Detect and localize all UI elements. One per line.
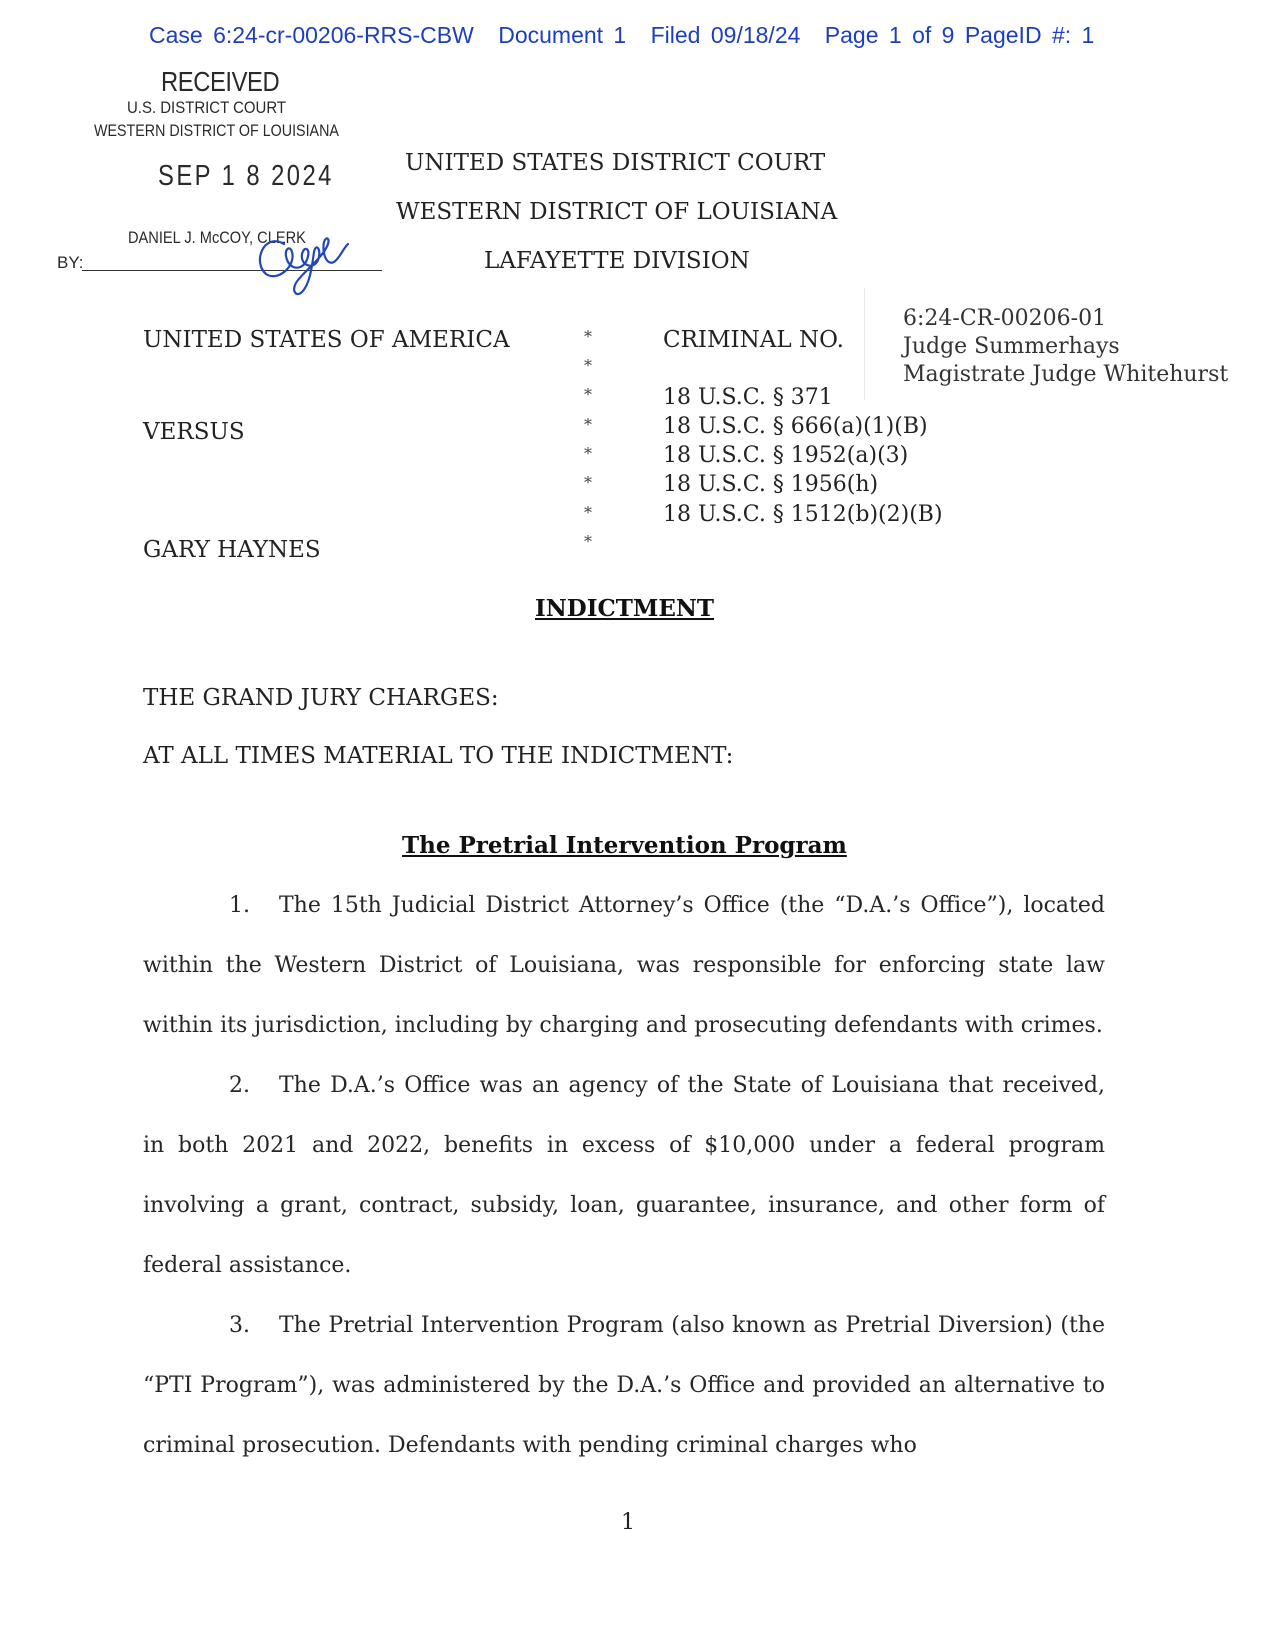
received-stamp-clerk: DANIEL J. McCOY, CLERK — [128, 228, 306, 247]
court-division: LAFAYETTE DIVISION — [484, 248, 750, 274]
filing-header — [149, 22, 1108, 49]
caption-separator: * — [584, 473, 592, 492]
received-stamp-court: U.S. DISTRICT COURT — [127, 98, 287, 117]
plaintiff-name: UNITED STATES OF AMERICA — [143, 327, 510, 353]
paragraph-text: The 15th Judicial District Attorney’s Office (the “D.A.’s Office”), located within the Western District of Louisiana, was responsible for enforcing state law within its jurisdiction, including by charging and prosecuting defendants with crimes. — [143, 893, 1105, 1038]
caption-separator: * — [584, 385, 592, 404]
filed-date: Filed 09/18/24 — [650, 22, 801, 48]
caption-separator: * — [584, 532, 592, 551]
received-stamp-by: BY: — [57, 253, 84, 272]
paragraph-number: 1. — [229, 893, 250, 918]
criminal-no-label: CRIMINAL NO. — [663, 327, 844, 353]
statute-citation: 18 U.S.C. § 666(a)(1)(B) — [663, 414, 928, 439]
paragraph-number: 2. — [229, 1073, 250, 1098]
paragraph-number: 3. — [229, 1313, 250, 1338]
caption-separator: * — [584, 444, 592, 463]
paragraph — [143, 1056, 1105, 1296]
assigned-magistrate: Magistrate Judge Whitehurst — [903, 362, 1229, 387]
received-stamp-date: SEP 1 8 2024 — [158, 160, 334, 192]
paragraph — [143, 1296, 1105, 1476]
statute-citation: 18 U.S.C. § 1956(h) — [663, 472, 879, 497]
paragraph-text: The Pretrial Intervention Program (also known as Pretrial Diversion) (the “PTI Program”), was administered by the D.A.’s Office and provided an alternative to criminal prosecution. Defendants with pending criminal charges who — [143, 1313, 1105, 1458]
case-assignment-text — [903, 305, 1228, 389]
assigned-case-number: 6:24-CR-00206-01 — [903, 306, 1107, 331]
paragraph-text: The D.A.’s Office was an agency of the State of Louisiana that received, in both 2021 and 2022, benefits in excess of $10,000 under a federal program involving a grant, contract, subsidy, loan, guarantee, insurance, and other form of federal assistance. — [143, 1073, 1105, 1278]
assigned-judge: Judge Summerhays — [903, 334, 1120, 359]
received-stamp-district: WESTERN DISTRICT OF LOUISIANA — [94, 121, 339, 140]
court-name: UNITED STATES DISTRICT COURT — [405, 150, 826, 176]
section-heading: The Pretrial Intervention Program — [402, 832, 847, 859]
statute-citation: 18 U.S.C. § 1952(a)(3) — [663, 443, 909, 468]
grand-jury-charges: THE GRAND JURY CHARGES: — [143, 685, 499, 711]
caption-separator: * — [584, 356, 592, 375]
received-stamp-title: RECEIVED — [161, 66, 280, 97]
caption-separator: * — [584, 327, 592, 346]
clerk-signature-icon — [244, 222, 374, 302]
caption-separator: * — [584, 415, 592, 434]
court-district: WESTERN DISTRICT OF LOUISIANA — [396, 199, 838, 225]
statute-citation: 18 U.S.C. § 1512(b)(2)(B) — [663, 502, 943, 527]
document-title: INDICTMENT — [535, 595, 715, 622]
defendant-name: GARY HAYNES — [143, 537, 321, 563]
times-material: AT ALL TIMES MATERIAL TO THE INDICTMENT: — [143, 743, 734, 769]
document-number: Document 1 — [498, 22, 627, 48]
versus-label: VERSUS — [143, 419, 245, 445]
page-number: 1 — [621, 1510, 635, 1535]
caption-separator: * — [584, 503, 592, 522]
case-number: Case 6:24-cr-00206-RRS-CBW — [149, 22, 474, 48]
paragraph — [143, 876, 1105, 1056]
statute-citation: 18 U.S.C. § 371 — [663, 385, 833, 410]
page-id: Page 1 of 9 PageID #: 1 — [824, 22, 1095, 48]
